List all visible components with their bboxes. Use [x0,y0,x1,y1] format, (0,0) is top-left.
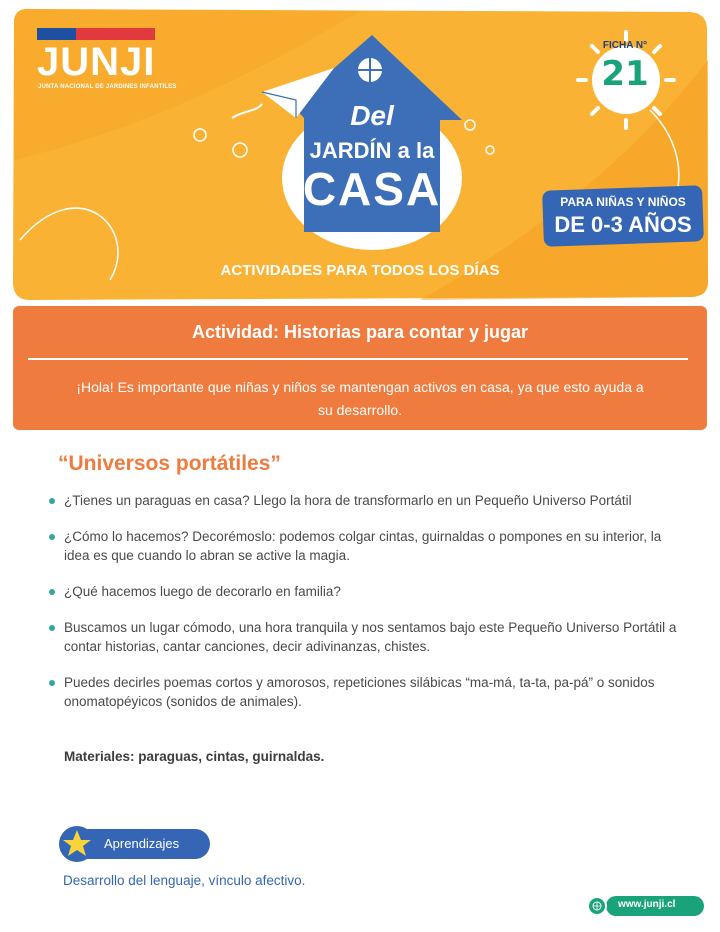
activity-title: Actividad: Historias para contar y jugar [191,322,529,342]
list-item-text: Buscamos un lugar cómodo, una hora tranquila y nos sentamos bajo este Pequeño Universo Portátil a contar historias, cantar canciones, decir adivinanzas, chistes. [64,620,677,654]
list-item-text: ¿Tienes un paraguas en casa? Llego la hora de transformarlo en un Pequeño Universo Portátil [64,493,632,508]
bullet-icon [49,589,55,595]
list-item [40,618,690,656]
title-del: Del [350,100,394,131]
list-item [40,673,690,711]
list-item-text: ¿Qué hacemos luego de decorarlo en familia? [64,584,341,599]
activity-divider [28,358,688,360]
website-link[interactable]: www.junji.cl [618,899,676,910]
junji-logo-flag [37,28,155,40]
bullet-icon [49,680,55,686]
aprendizajes-text: Desarrollo del lenguaje, vínculo afectivo. [63,873,306,888]
bullet-icon [49,498,55,504]
ficha-label: FICHA N° [602,40,648,51]
list-item [40,491,690,510]
list-item-text: ¿Cómo lo hacemos? Decorémoslo: podemos colgar cintas, guirnaldas o pompones en su interior, la idea es que cuando lo abran se active la magia. [64,529,662,563]
instructions-list [40,491,690,728]
bullet-icon [49,534,55,540]
list-item [40,582,690,601]
section-title: “Universos portátiles” [58,452,281,475]
title-jardin: JARDÍN a la [309,138,435,163]
header-tagline: ACTIVIDADES PARA TODOS LOS DÍAS [220,262,500,279]
activity-intro: ¡Hola! Es importante que niñas y niños se mantengan activos en casa, ya que esto ayuda a su desarrollo. [76,379,644,418]
junji-logo: JUNJI [37,40,156,84]
star-icon [58,825,96,863]
globe-icon [587,896,607,916]
materials-text: Materiales: paraguas, cintas, guirnaldas. [64,749,325,764]
aprendizajes-label: Aprendizajes [104,836,180,851]
list-item [40,527,690,565]
title-casa: CASA [302,163,442,215]
ficha-number: 21 [601,54,649,94]
junji-logo-subtitle: JUNTA NACIONAL DE JARDINES INFANTILES [38,84,177,90]
list-item-text: Puedes decirles poemas cortos y amorosos, repeticiones silábicas “ma-má, ta-ta, pa-pá” o sonidos onomatopéyicos (sonidos de animales). [64,675,655,709]
age-banner-line2: DE 0-3 AÑOS [554,212,692,237]
bullet-icon [49,625,55,631]
age-banner-line1: PARA NIÑAS Y NIÑOS [560,195,686,209]
